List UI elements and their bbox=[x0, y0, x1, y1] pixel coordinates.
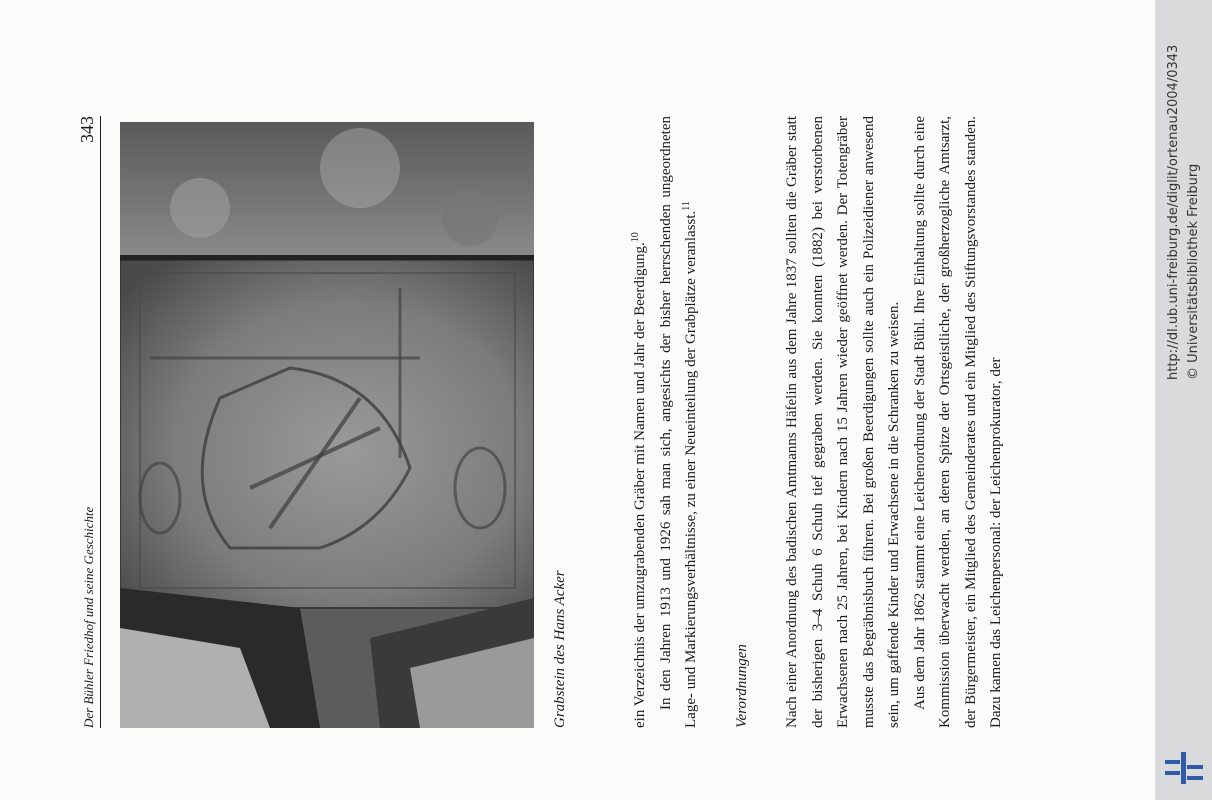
body-text bbox=[628, 116, 1010, 728]
page-header bbox=[70, 116, 101, 728]
copyright-notice: © Universitätsbibliothek Freiburg bbox=[1185, 163, 1201, 380]
section-paragraph-2: Aus dem Jahr 1862 stammt eine Leichenordnung der Stadt Bühl. Ihre Einhaltung sollte durch eine Kommission überwacht werden, an deren Spitze der Ortsgeistliche, der großherzogliche Amtsarzt, der Bürgermeister, ein Mitglied des Gemeinderates und ein Mitglied des Stiftungsvorstandes standen. Dazu kamen das Leichenpersonal: der Leichenprokurator, der bbox=[911, 116, 1004, 728]
figure-caption: Grabstein des Hans Acker bbox=[552, 570, 568, 728]
paragraph-2 bbox=[654, 116, 705, 728]
footnote-ref-10: 10 bbox=[630, 232, 641, 243]
running-title: Der Bühler Friedhof und seine Geschichte bbox=[81, 506, 96, 728]
paragraph-2-text: In den Jahren 1913 und 1926 sah man sich, angesichts der bisher herrschenden ungeordneten Lage- und Markierungsverhältnisse, zu einer Neueinteilung der Grabplätze veranlasst. bbox=[657, 116, 699, 728]
paragraph-1 bbox=[628, 116, 654, 728]
library-info bbox=[1155, 0, 1212, 800]
source-url[interactable]: http://dl.ub.uni-freiburg.de/diglit/ortenau2004/0343 bbox=[1165, 44, 1181, 380]
page-number: 343 bbox=[77, 116, 97, 143]
library-logo-icon bbox=[1163, 752, 1205, 784]
paragraph-1-text: ein Verzeichnis der umzugrabenden Gräber mit Namen und Jahr der Beerdigung. bbox=[632, 242, 648, 728]
gravestone-photo bbox=[120, 122, 534, 728]
section-paragraph-1: Nach einer Anordnung des badischen Amtmanns Häfelin aus dem Jahre 1837 sollten die Gräber statt der bisherigen 3–4 Schuh 6 Schuh tief gegraben werden. Sie konnten (1882) bei verstorbenen Erwachsenen nach 25 Jahren, bei Kindern nach 15 Jahren wieder geöffnet werden. Der Totengräber musste das Begräbnisbuch führen. Bei großen Beerdigungen sollte auch ein Polizeidiener anwesend sein, um gaffende Kinder und Erwachsene in die Schranken zu weisen. bbox=[784, 116, 902, 728]
section-heading: Verordnungen bbox=[733, 644, 750, 728]
footnote-ref-11: 11 bbox=[681, 201, 692, 211]
